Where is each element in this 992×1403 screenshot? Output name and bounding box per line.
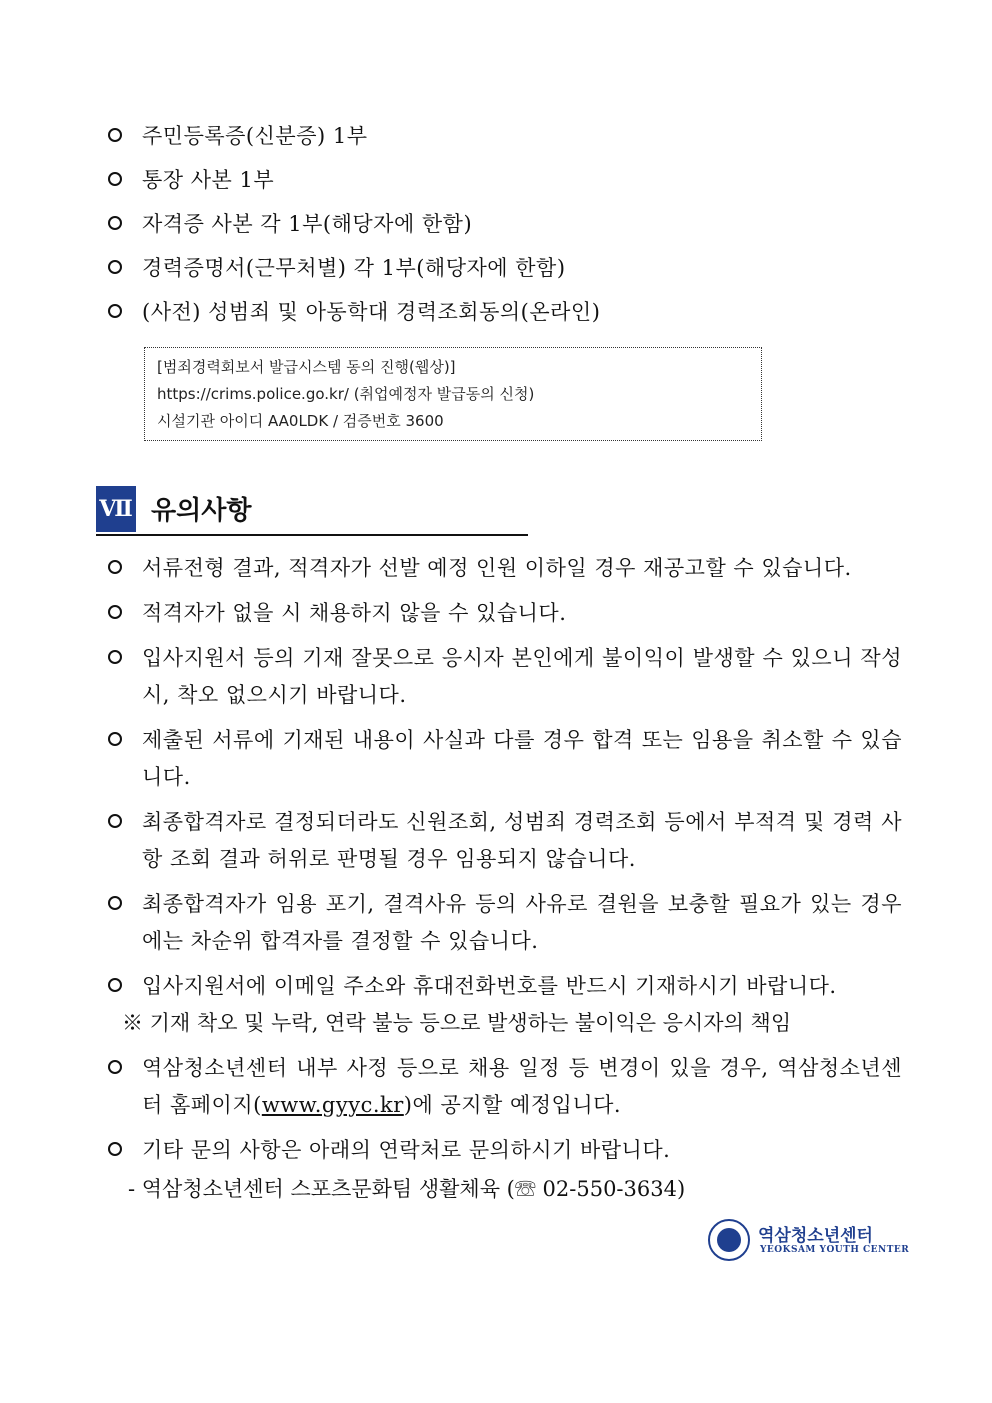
list-item-text: 최종합격자로 결정되더라도 신원조회, 성범죄 경력조회 등에서 부적격 및 경력 사항 조회 결과 허위로 판명될 경우 임용되지 않습니다. xyxy=(142,810,902,871)
list-item xyxy=(108,294,902,331)
circle-bullet-icon xyxy=(108,978,122,992)
logo-name-kr: 역삼청소년센터 xyxy=(758,1226,873,1246)
schedule-change-text-end: )에 공지할 예정입니다. xyxy=(403,1093,622,1117)
list-item xyxy=(108,550,902,587)
caution-note: ※ 기재 착오 및 누락, 연락 불능 등으로 발생하는 불이익은 응시자의 책임 xyxy=(122,1011,792,1035)
list-item xyxy=(108,722,902,796)
list-item-text: 입사지원서 등의 기재 잘못으로 응시자 본인에게 불이익이 발생할 수 있으니 작성 시, 착오 없으시기 바랍니다. xyxy=(142,646,902,707)
list-item-text: 적격자가 없을 시 채용하지 않을 수 있습니다. xyxy=(142,601,567,625)
list-item-text: 통장 사본 1부 xyxy=(142,168,275,192)
circle-bullet-icon xyxy=(108,732,122,746)
required-documents-list xyxy=(108,118,902,338)
list-item-text: 최종합격자가 임용 포기, 결격사유 등의 사유로 결원을 보충할 필요가 있는 경우에는 차순위 합격자를 결정할 수 있습니다. xyxy=(142,892,902,953)
center-logo xyxy=(708,1219,910,1263)
circle-bullet-icon xyxy=(108,650,122,664)
criminal-record-notice-box xyxy=(144,347,762,441)
section-number: Ⅶ xyxy=(96,486,136,532)
list-item-text: 기타 문의 사항은 아래의 연락처로 문의하시기 바랍니다. xyxy=(142,1138,671,1162)
list-item-text: 입사지원서에 이메일 주소와 휴대전화번호를 반드시 기재하시기 바랍니다. xyxy=(142,974,837,998)
list-item-text: 경력증명서(근무처별) 각 1부(해당자에 한함) xyxy=(142,256,566,280)
circle-bullet-icon xyxy=(108,605,122,619)
circle-bullet-icon xyxy=(108,814,122,828)
cautions-list xyxy=(108,550,902,1208)
list-item-text: 자격증 사본 각 1부(해당자에 한함) xyxy=(142,212,473,236)
list-item xyxy=(108,1050,902,1124)
circle-bullet-icon xyxy=(108,128,122,142)
section-title: 유의사항 xyxy=(151,496,252,526)
homepage-link[interactable]: www.gyyc.kr xyxy=(261,1093,404,1117)
list-item xyxy=(108,595,902,632)
section-header xyxy=(96,486,528,536)
emblem-icon xyxy=(708,1219,750,1261)
circle-bullet-icon xyxy=(108,216,122,230)
notice-line: 시설기관 아이디 AA0LDK / 검증번호 3600 xyxy=(157,412,444,430)
list-item xyxy=(108,886,902,960)
circle-bullet-icon xyxy=(108,896,122,910)
circle-bullet-icon xyxy=(108,1142,122,1156)
list-item xyxy=(108,206,902,243)
notice-line: [범죄경력회보서 발급시스템 동의 진행(웹상)] xyxy=(157,358,456,376)
list-item xyxy=(108,640,902,714)
list-item xyxy=(108,804,902,878)
list-item xyxy=(108,1132,902,1169)
list-item-text: 주민등록증(신분증) 1부 xyxy=(142,124,368,148)
contact-line: - 역삼청소년센터 스포츠문화팀 생활체육 (☏ 02-550-3634) xyxy=(128,1177,686,1201)
section-divider xyxy=(96,534,528,536)
circle-bullet-icon xyxy=(108,560,122,574)
circle-bullet-icon xyxy=(108,260,122,274)
schedule-change-text: 역삼청소년센터 내부 사정 등으로 채용 일정 등 변경이 있을 경우, 역삼청소년센터 홈페이지( xyxy=(142,1056,902,1117)
circle-bullet-icon xyxy=(108,304,122,318)
list-item xyxy=(108,250,902,287)
list-item-text: 제출된 서류에 기재된 내용이 사실과 다를 경우 합격 또는 임용을 취소할 수 있습니다. xyxy=(142,728,902,789)
list-item-text: (사전) 성범죄 및 아동학대 경력조회동의(온라인) xyxy=(142,300,601,324)
list-item xyxy=(108,162,902,199)
list-item xyxy=(108,118,902,155)
notice-url-line[interactable]: https://crims.police.go.kr/ (취업예정자 발급동의 신청) xyxy=(157,385,535,403)
circle-bullet-icon xyxy=(108,172,122,186)
logo-name-en: YEOKSAM YOUTH CENTER xyxy=(760,1245,910,1255)
circle-bullet-icon xyxy=(108,1060,122,1074)
list-item xyxy=(108,968,902,1005)
list-item-text: 서류전형 결과, 적격자가 선발 예정 인원 이하일 경우 재공고할 수 있습니다. xyxy=(142,556,852,580)
